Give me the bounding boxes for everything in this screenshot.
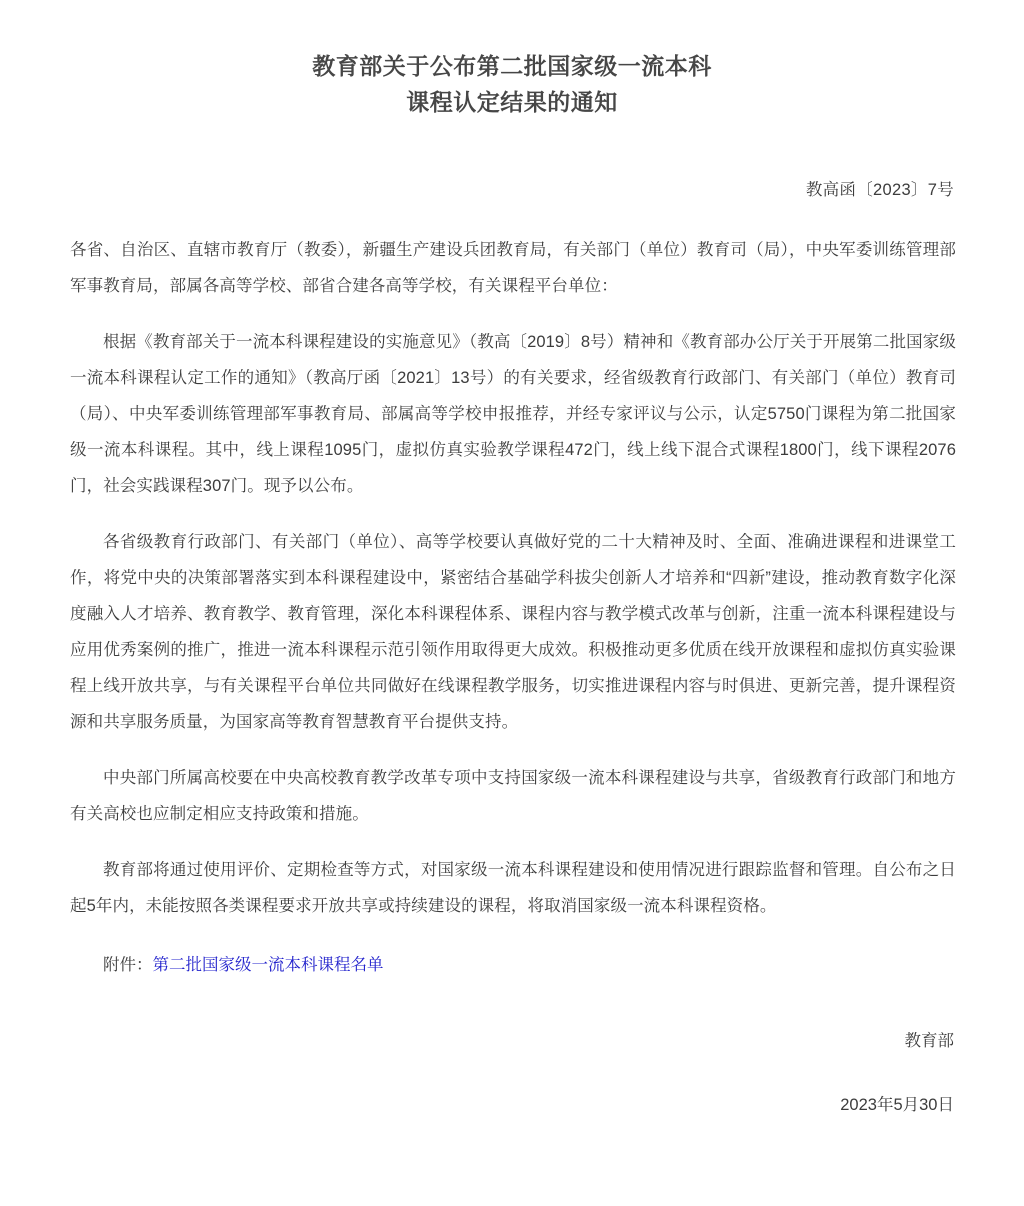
signature-date: 2023年5月30日 (840, 1096, 954, 1114)
paragraph-1: 根据《教育部关于一流本科课程建设的实施意见》（教高〔2019〕8号）精神和《教育部办公厅关于开展第二批国家级一流本科课程认定工作的通知》（教高厅函〔2021〕13号）的有关要求，经省级教育行政部门、有关部门（单位）教育司（局）、中央军委训练管理部军事教育局、部属高等学校申报推荐，并经专家评议与公示，认定5750门课程为第二批国家级一流本科课程。其中，线上课程1095门，虚拟仿真实验教学课程472门，线上线下混合式课程1800门，线下课程2076门，社会实践课程307门。现予以公布。 (70, 333, 956, 495)
signature-issuer: 教育部 (904, 1032, 954, 1050)
attachment-label: 附件： (103, 956, 153, 974)
attachment-row (70, 948, 956, 982)
title-line-1: 教育部关于公布第二批国家级一流本科 (312, 53, 712, 79)
page-title (0, 0, 1024, 120)
recipients-line: 各省、自治区、直辖市教育厅（教委），新疆生产建设兵团教育局，有关部门（单位）教育司（局），中央军委训练管理部军事教育局，部属各高等学校、部省合建各高等学校，有关课程平台单位： (70, 241, 956, 295)
title-line-2: 课程认定结果的通知 (406, 89, 618, 115)
paragraph-2: 各省级教育行政部门、有关部门（单位）、高等学校要认真做好党的二十大精神及时、全面、准确进课程和进课堂工作，将党中央的决策部署落实到本科课程建设中，紧密结合基础学科拔尖创新人才培养和“四新”建设，推动教育数字化深度融入人才培养、教育教学、教育管理，深化本科课程体系、课程内容与教学模式改革与创新，注重一流本科课程建设与应用优秀案例的推广，推进一流本科课程示范引领作用取得更大成效。积极推动更多优质在线开放课程和虚拟仿真实验课程上线开放共享，与有关课程平台单位共同做好在线课程教学服务，切实推进课程内容与时俱进、更新完善，提升课程资源和共享服务质量，为国家高等教育智慧教育平台提供支持。 (70, 533, 956, 731)
document-body (0, 232, 1024, 982)
document-serial-number: 教高函〔2023〕7号 (805, 181, 954, 199)
attachment-link[interactable]: 第二批国家级一流本科课程名单 (152, 956, 384, 974)
paragraph-4: 教育部将通过使用评价、定期检查等方式，对国家级一流本科课程建设和使用情况进行跟踪监督和管理。自公布之日起5年内，未能按照各类课程要求开放共享或持续建设的课程，将取消国家级一流本科课程资格。 (70, 861, 956, 915)
paragraph-3: 中央部门所属高校要在中央高校教育教学改革专项中支持国家级一流本科课程建设与共享，省级教育行政部门和地方有关高校也应制定相应支持政策和措施。 (70, 769, 956, 823)
